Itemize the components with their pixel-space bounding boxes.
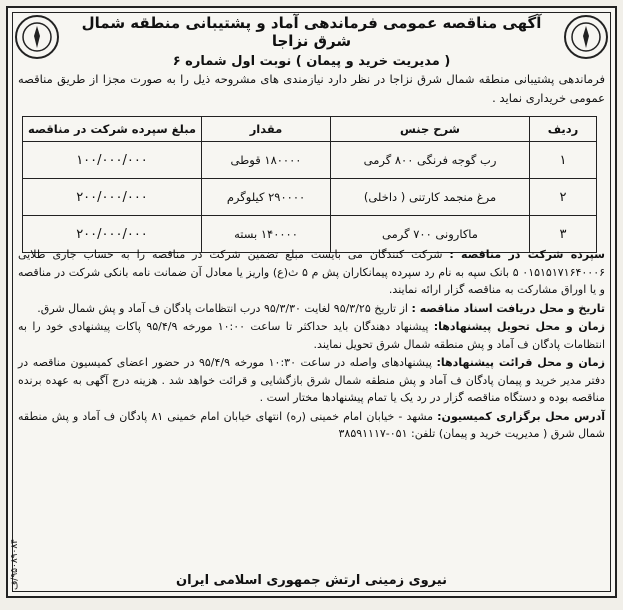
items-table xyxy=(22,116,597,253)
section-label: زمان و محل تحویل پیشنهادها: xyxy=(433,320,606,333)
section-documents xyxy=(18,300,605,318)
section-deposit xyxy=(18,246,605,299)
item-quantity: ۱۸۰۰۰۰ قوطی xyxy=(202,142,331,179)
item-description: رب گوجه فرنگی ۸۰۰ گرمی xyxy=(331,142,530,179)
item-description: مرغ منجمد کارتنی ( داخلی) xyxy=(331,179,530,216)
table-header-row xyxy=(23,117,597,142)
section-label: زمان و محل قرائت پیشنهادها: xyxy=(436,356,606,369)
table-row xyxy=(23,142,597,179)
section-text: شرکت کنندگان می بایست مبلغ تضمین شرکت در مناقصه را به حساب جاری طلایی ۰۱۵۱۵۱۷۱۶۴۰۰۰۶ ۵ بانک سپه به نام رد سپرده پیمانکاران پش م ۵ ث(ع) واریز یا معادل آن ضمانت نامه بانکی شرکت در مناقصه و یا اوراق مشارکت به مناقصه گزار ارائه نمایند. xyxy=(18,248,606,296)
table-row xyxy=(23,179,597,216)
section-text: پیشنهاد دهندگان باید حداکثر تا ساعت ۱۰:۰۰ مورخه ۹۵/۴/۹ پاکات پیشنهادی خود را به انتظامات پادگان ف آماد و پش منطقه شمال شرق تحویل نمایند. xyxy=(18,320,605,351)
deposit-amount: ۲۰۰/۰۰۰/۰۰۰ xyxy=(23,216,202,253)
header-deposit: مبلغ سپرده شرکت در مناقصه xyxy=(23,117,202,142)
section-label: تاریخ و محل دریافت اسناد مناقصه : xyxy=(411,301,605,315)
notice-page xyxy=(6,6,617,598)
item-quantity: ۱۴۰۰۰۰ بسته xyxy=(202,216,331,253)
section-label: آدرس محل برگزاری کمیسیون: xyxy=(437,409,606,423)
section-submission xyxy=(18,318,605,353)
header-row-number: ردیف xyxy=(530,117,597,142)
notice-sections xyxy=(18,246,605,444)
header-item-description: شرح جنس xyxy=(331,117,530,142)
section-opening xyxy=(18,354,605,407)
notice-header xyxy=(68,12,555,69)
item-quantity: ۲۹۰۰۰۰ کیلوگرم xyxy=(202,179,331,216)
item-description: ماکارونی ۷۰۰ گرمی xyxy=(331,216,530,253)
section-address xyxy=(18,408,605,443)
deposit-amount: ۲۰۰/۰۰۰/۰۰۰ xyxy=(23,179,202,216)
header-quantity: مقدار xyxy=(202,117,331,142)
section-text: پیشنهادهای واصله در ساعت ۱۰:۳۰ مورخه ۹۵/۴/۹ در حضور اعضای کمیسیون مناقصه در دفتر مدیر خرید و پیمان پادگان ف آماد و پش منطقه شمال شرق بازگشایی و قرائت خواهد شد . هزینه درج آگهی به عهده برنده مناقصه بوده و دستگاه مناقصه گزار در رد یک یا تمام پیشنهادها مختار است . xyxy=(18,356,605,404)
army-emblem-icon xyxy=(563,14,609,60)
deposit-amount: ۱۰۰/۰۰۰/۰۰۰ xyxy=(23,142,202,179)
notice-code: ۹۵۰۸۹۰۸۴/ف xyxy=(10,538,20,590)
army-emblem-icon xyxy=(14,14,60,60)
row-number: ۳ xyxy=(530,216,597,253)
notice-footer: نیروی زمینی ارتش جمهوری اسلامی ایران xyxy=(176,573,447,588)
section-text: از تاریخ ۹۵/۳/۲۵ لغایت ۹۵/۳/۳۰ درب انتظامات پادگان ف آماد و پش شمال شرق. xyxy=(37,301,412,315)
section-label: سپرده شرکت در مناقصه : xyxy=(449,248,605,261)
row-number: ۲ xyxy=(530,179,597,216)
notice-title: آگهی مناقصه عمومی فرماندهی آماد و پشتیبانی منطقه شمال شرق نزاجا xyxy=(81,14,542,50)
section-text: مشهد - خیابان امام خمینی (ره) انتهای خیابان امام خمینی ۸۱ پادگان ف آماد و پش منطقه شمال شرق ( مدیریت خرید و پیمان) تلفن: ۰۵۱-۳۸۵۹۱۱۱۷ xyxy=(18,409,605,440)
notice-subtitle: ( مدیریت خرید و پیمان ) نوبت اول شماره ۶ xyxy=(172,54,451,69)
intro-paragraph: فرماندهی پشتیبانی منطقه شمال شرق نزاجا در نظر دارد نیازمندی های مشروحه ذیل را به صورت مجزا از طریق مناقصه عمومی خریداری نماید . xyxy=(18,72,605,105)
row-number: ۱ xyxy=(530,142,597,179)
